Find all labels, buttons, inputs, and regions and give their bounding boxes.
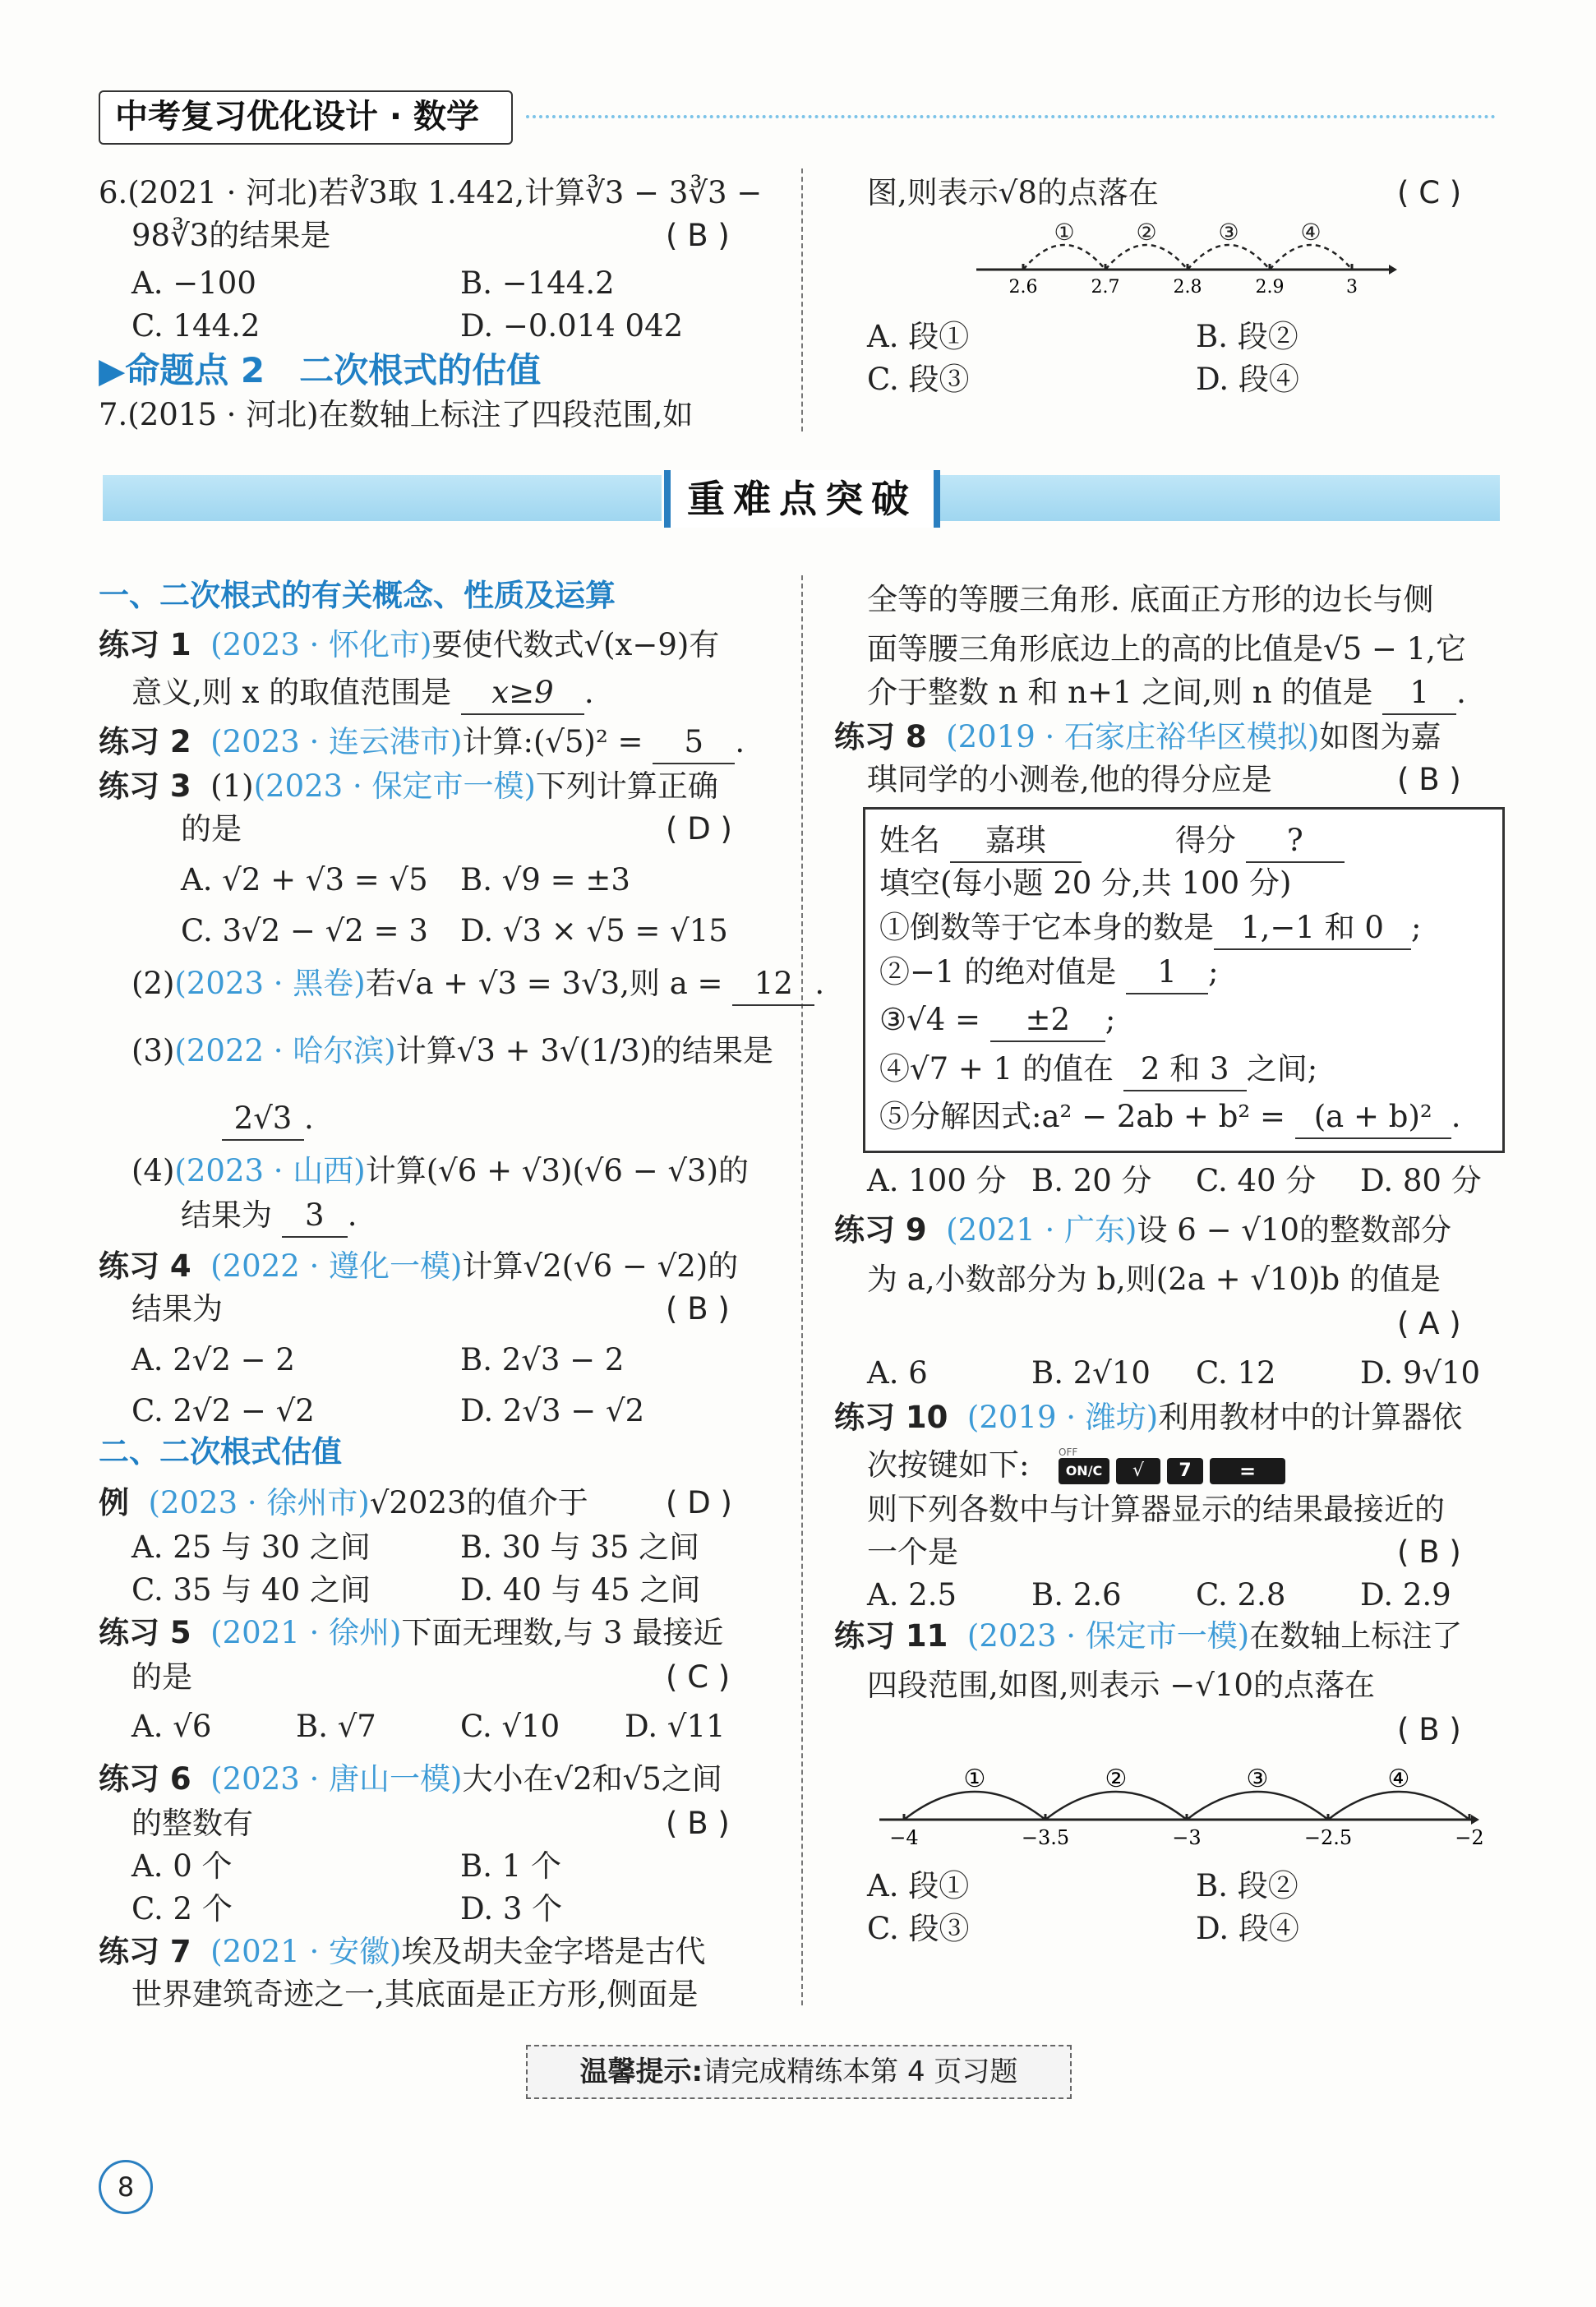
q7-option-b: B. 段② (1196, 319, 1298, 354)
p3-part2-source: (2023 · 黑卷) (174, 966, 366, 1001)
p2-line1: 计算:(√5)² = (462, 724, 643, 759)
p4-label: 练习 4 (99, 1248, 191, 1284)
p3-part1-marker: (1) (210, 768, 254, 804)
p11-segment-label: ③ (1246, 1765, 1269, 1793)
p11-segment-arc (1187, 1792, 1328, 1820)
quiz-item4-tail: 之间; (1246, 1051, 1318, 1087)
example-source: (2023 · 徐州市) (148, 1485, 370, 1520)
p10-source: (2019 · 潍坊) (966, 1400, 1159, 1435)
p7-fill: 1 (1382, 672, 1456, 715)
p10-option-c: C. 2.8 (1196, 1577, 1286, 1613)
p6-option-d: D. 3 个 (460, 1891, 563, 1926)
p8-source: (2019 · 石家庄裕华区模拟) (946, 719, 1320, 754)
p9-label: 练习 9 (834, 1212, 927, 1248)
quiz-item5: ⑤分解因式:a² − 2ab + b² = (879, 1099, 1285, 1134)
q7-tick-label: 2.8 (1173, 277, 1202, 298)
p10-option-a: A. 2.5 (867, 1577, 957, 1613)
p2-fill: 5 (653, 722, 735, 764)
q7-answer: ( C ) (1397, 175, 1462, 210)
quiz-item1-fill: 1,−1 和 0 (1214, 907, 1411, 950)
p2-label: 练习 2 (99, 724, 191, 759)
p11-segment-label: ④ (1387, 1765, 1410, 1793)
p4-answer: ( B ) (666, 1291, 730, 1327)
banner-left (103, 475, 662, 521)
p11-segment-arc (1328, 1792, 1469, 1820)
p11-answer: ( B ) (1397, 1712, 1461, 1747)
p3-part4-text: 计算(√6 + √3)(√6 − √3)的 (365, 1153, 750, 1188)
quiz-item5-fill: (a + b)² (1295, 1096, 1451, 1139)
p4-option-d: D. 2√3 − √2 (460, 1393, 645, 1428)
p11-label: 练习 11 (834, 1618, 948, 1654)
q7-option-d: D. 段④ (1196, 362, 1299, 397)
quiz-item2-fill: 1 (1126, 952, 1208, 994)
quiz-item4-fill: 2 和 3 (1123, 1049, 1247, 1091)
p6-line2: 的整数有 (131, 1806, 253, 1841)
p4-option-c: C. 2√2 − √2 (131, 1393, 315, 1428)
example-option-a: A. 25 与 30 之间 (131, 1530, 371, 1565)
p9-line1: 设 6 − √10的整数部分 (1137, 1212, 1451, 1248)
calc-key-equals: = (1210, 1458, 1285, 1484)
q7-segment-label: ② (1136, 219, 1157, 246)
q6-option-c: C. 144.2 (131, 308, 261, 344)
calc-key-onc: ON/C (1059, 1458, 1109, 1484)
p5-source: (2021 · 徐州) (210, 1615, 402, 1650)
header-dotted-rule (526, 115, 1496, 118)
calc-key-off-note: OFF (1059, 1446, 1078, 1458)
p3-part4-fill: 3 (282, 1195, 348, 1238)
q7-tick-label: 2.9 (1255, 277, 1285, 298)
q7-option-c: C. 段③ (867, 362, 970, 397)
q6-line2: 98∛3的结果是 (131, 218, 331, 253)
p4-line2: 结果为 (131, 1291, 223, 1327)
p9-answer: ( A ) (1397, 1306, 1461, 1341)
q7-number-line (970, 212, 1397, 309)
p1-line1: 要使代数式√(x−9)有 (431, 627, 720, 662)
p9-option-b: B. 2√10 (1031, 1355, 1151, 1391)
p7-label: 练习 7 (99, 1934, 191, 1969)
p9-source: (2021 · 广东) (946, 1212, 1137, 1248)
p7-line1: 埃及胡夫金字塔是古代 (401, 1934, 706, 1969)
p7-line2: 世界建筑奇迹之一,其底面是正方形,侧面是 (131, 1977, 699, 2012)
q7-segment-arc (1188, 245, 1270, 270)
p10-line3: 则下列各数中与计算器显示的结果最接近的 (867, 1492, 1445, 1527)
q7-segment-arc (1270, 245, 1352, 270)
q7-axis-arrow (1389, 265, 1397, 275)
q6-line1: 6.(2021 · 河北)若∛3取 1.442,计算∛3 − 3∛3 − (99, 175, 763, 210)
p11-tick-label: −2 (1455, 1826, 1484, 1849)
p11-option-d: D. 段④ (1196, 1911, 1299, 1946)
p10-option-d: D. 2.9 (1360, 1577, 1451, 1613)
p11-segment-label: ① (963, 1765, 986, 1793)
p5-option-d: D. √11 (625, 1709, 726, 1744)
p1-label: 练习 1 (99, 627, 191, 662)
p5-answer: ( C ) (666, 1659, 731, 1695)
q6-answer: ( B ) (666, 218, 730, 253)
p4-source: (2022 · 遵化一模) (210, 1248, 463, 1284)
p5-label: 练习 5 (99, 1615, 191, 1650)
example-option-b: B. 30 与 35 之间 (460, 1530, 700, 1565)
q7-option-a: A. 段① (867, 319, 970, 354)
header-title: 中考复习优化设计 · 数学 (115, 98, 480, 136)
page: 中考复习优化设计 · 数学 6.(2021 · 河北)若∛3取 1.442,计算∛3 − 3∛3 − 98∛3的结果是 ( B ) A. −100 B. −144.2 C. 144.2 D. −0.014 042 ▶命题点 2 二次根式的估值 7.(2015 · 河北)在数轴上标注了四段范围,如 图,则表示√8的点落在 ( C ) 2.6 2.7 2.8 2.9 3 ① ② ③ ④ A. 段① B. 段② C. 段③ D. 段④ 重难点突破 一、二次根式的有关概念、性质及运算 练习 1 (2023 · 怀化市)要使代数式√(x−9)有 意义,则 x 的取值范围是 x≥9 . 练习 2 (2023 · 连云港市)计算:(√5)² = 5 . 练习 3 (1)(2023 · 保定市一模)下列计算正确 的是 ( D ) A. √2 + √3 = √5 B. √9 = ±3 C. 3√2 − √2 = 3 D. √3 × √5 = √15 (2)(2023 · 黑卷)若√a + √3 = 3√3,则 a = 12 . (3)(2022 · 哈尔滨)计算√3 + 3√(1/3)的结果是 2√3 . (4)(2023 · 山西)计算(√6 + √3)(√6 − √3)的 结果为 3 . 练习 4 (2022 · 遵化一模)计算√2(√6 − √2)的 结果为 ( B ) A. 2√2 − 2 B. 2√3 − 2 C. 2√2 − √2 D. 2√3 − √2 二、二次根式估值 例 (2023 · 徐州市)√2023的值介于 ( D ) A. 25 与 30 之间 B. 30 与 35 之间 C. 35 与 40 之间 D. 40 与 45 之间 练习 5 (2021 · 徐州)下面无理数,与 3 最接近 的是 ( C ) A. √6 B. √7 C. √10 D. √11 练习 6 (2023 · 唐山一模)大小在√2和√5之间 的整数有 ( B ) A. 0 个 B. 1 个 C. 2 个 D. 3 个 练习 7 (2021 · 安徽)埃及胡夫金字塔是古代 世界建筑奇迹之一,其底面是正方形,侧面是 全等的等腰三角形. 底面正方形的边长与侧 面等腰三角形底边上的高的比值是√5 − 1,它 介于整数 n 和 n+1 之间,则 n 的值是 1 . 练习 8 (2019 · 石家庄裕华区模拟)如图为嘉 琪同学的小测卷,他的得分应是 ( B ) 姓名 嘉琪 得分 ? 填空(每小题 20 分,共 100 分) ①倒数等于它本身的数是 1,−1 和 0 ; ②−1 的绝对值是 1 ; ③√4 = ±2 ; ④√7 + 1 的值在 2 和 3 之间; ⑤分解因式:a² − 2ab + b² = (a + b)² . A. 100 分 B. 20 分 C. 40 分 D. 80 分 练习 9 (2021 · 广东)设 6 − √10的整数部分 为 a,小数部分为 b,则(2a + √10)b 的值是 ( A ) A. 6 B. 2√10 C. 12 D. 9√10 练习 10 (2019 · 潍坊)利用教材中的计算器依 次按键如下: OFF ON/C √ 7 = 则下列各数中与计算器显示的结果最接近的 一个是 ( B ) A. 2.5 B. 2.6 C. 2.8 D. 2.9 练习 11 (2023 · 保定市一模)在数轴上标注了 四段范围,如图,则表示 −√10的点落在 ( B ) −4 −3.5 −3 −2.5 −2 ① ② ③ ④ A. 段① B. 段② C. 段③ D. 段④ 温馨提示:请完成精练本第 4 页习题 8 (0, 0, 1596, 2307)
quiz-score-label: 得分 (1175, 823, 1236, 858)
p4-option-a: A. 2√2 − 2 (131, 1342, 295, 1377)
p2-source: (2023 · 连云港市) (210, 724, 463, 759)
q7-segment-arc (1023, 245, 1105, 270)
p11-source: (2023 · 保定市一模) (966, 1618, 1250, 1654)
p3-part3-source: (2022 · 哈尔滨) (174, 1033, 396, 1068)
example-label: 例 (99, 1485, 129, 1520)
p8-option-d: D. 80 分 (1360, 1163, 1482, 1198)
p3-part4-line2: 结果为 (181, 1197, 272, 1233)
q7-segment-label: ① (1054, 219, 1075, 246)
p7-cont-line2: 面等腰三角形底边上的高的比值是√5 − 1,它 (867, 631, 1466, 667)
p11-segment-label: ② (1105, 1765, 1128, 1793)
p8-label: 练习 8 (834, 719, 927, 754)
q7-segment-label: ④ (1300, 219, 1322, 246)
p11-segment-arc (904, 1792, 1045, 1820)
footer-tip-label: 温馨提示: (579, 2056, 703, 2088)
example-answer: ( D ) (666, 1485, 732, 1520)
p11-axis-arrow (1471, 1815, 1479, 1825)
q7-tick-label: 2.7 (1091, 277, 1120, 298)
example-option-d: D. 40 与 45 之间 (460, 1572, 701, 1608)
footer-tip-text: 请完成精练本第 4 页习题 (703, 2056, 1018, 2088)
p3-part3-text: 计算√3 + 3√(1/3)的结果是 (395, 1033, 773, 1068)
p11-line2: 四段范围,如图,则表示 −√10的点落在 (867, 1668, 1375, 1703)
p10-answer: ( B ) (1397, 1534, 1461, 1570)
footer-tip (526, 2045, 1072, 2099)
p9-option-c: C. 12 (1196, 1355, 1276, 1391)
p11-segment-arc (1045, 1792, 1187, 1820)
p3-part2-fill: 12 (732, 963, 814, 1006)
example-line1: √2023的值介于 (369, 1485, 588, 1520)
p3-option-b: B. √9 = ±3 (460, 862, 630, 897)
p11-tick-label: −3.5 (1021, 1826, 1070, 1849)
banner-right (933, 475, 1500, 521)
p11-line1: 在数轴上标注了 (1249, 1618, 1463, 1654)
calc-key-sqrt: √ (1116, 1458, 1160, 1484)
column-divider-main (801, 575, 803, 2005)
p5-option-a: A. √6 (131, 1709, 212, 1744)
p3-label: 练习 3 (99, 768, 191, 804)
column-divider-top (801, 168, 803, 431)
quiz-name: 嘉琪 (950, 820, 1082, 863)
p11-option-c: C. 段③ (867, 1911, 970, 1946)
q6-option-d: D. −0.014 042 (460, 308, 684, 344)
p4-option-b: B. 2√3 − 2 (460, 1342, 625, 1377)
p8-answer: ( B ) (1397, 762, 1461, 797)
q7-tick-label: 2.6 (1008, 277, 1038, 298)
banner-title: 重难点突破 (664, 470, 940, 528)
q7-segment-arc (1105, 245, 1188, 270)
p8-line2: 琪同学的小测卷,他的得分应是 (867, 762, 1272, 797)
p7-cont-line3: 介于整数 n 和 n+1 之间,则 n 的值是 (867, 675, 1373, 710)
p5-line2: 的是 (131, 1659, 192, 1695)
q7-tick-label: 3 (1346, 277, 1358, 298)
p11-number-line (871, 1752, 1484, 1859)
p3-part3-fill: 2√3 (222, 1098, 304, 1141)
p9-line2: 为 a,小数部分为 b,则(2a + √10)b 的值是 (867, 1262, 1441, 1297)
p6-line1: 大小在√2和√5之间 (462, 1761, 722, 1797)
q7-segment-label: ③ (1218, 219, 1239, 246)
q7-line1: 7.(2015 · 河北)在数轴上标注了四段范围,如 (99, 397, 694, 432)
quiz-score: ? (1246, 820, 1345, 863)
p7-source: (2021 · 安徽) (210, 1934, 402, 1969)
q6-option-b: B. −144.2 (460, 265, 615, 301)
p11-option-b: B. 段② (1196, 1868, 1298, 1903)
quiz-item2: ②−1 的绝对值是 (879, 954, 1117, 990)
quiz-item1: ①倒数等于它本身的数是 (879, 910, 1214, 945)
p3-part3-marker: (3) (131, 1033, 175, 1068)
p6-source: (2023 · 唐山一模) (210, 1761, 463, 1797)
p8-line1: 如图为嘉 (1319, 719, 1441, 754)
p8-option-a: A. 100 分 (867, 1163, 1007, 1198)
quiz-item3: ③√4 = (879, 1002, 981, 1037)
quiz-intro: 填空(每小题 20 分,共 100 分) (879, 865, 1292, 901)
p11-option-a: A. 段① (867, 1868, 970, 1903)
q7-line2: 图,则表示√8的点落在 (867, 175, 1159, 210)
p6-option-b: B. 1 个 (460, 1848, 562, 1884)
p11-tick-label: −3 (1172, 1826, 1202, 1849)
p3-line1: 下列计算正确 (535, 768, 718, 804)
p3-part2-marker: (2) (131, 966, 175, 1001)
p10-line1: 利用教材中的计算器依 (1158, 1400, 1463, 1435)
p3-line2: 的是 (181, 811, 242, 847)
p1-source: (2023 · 怀化市) (210, 627, 432, 662)
p5-line1: 下面无理数,与 3 最接近 (401, 1615, 724, 1650)
p6-label: 练习 6 (99, 1761, 191, 1797)
p5-option-c: C. √10 (460, 1709, 560, 1744)
p8-option-c: C. 40 分 (1196, 1163, 1317, 1198)
calc-key-7: 7 (1167, 1458, 1203, 1484)
p9-option-a: A. 6 (867, 1355, 928, 1391)
p7-cont-line1: 全等的等腰三角形. 底面正方形的边长与侧 (867, 582, 1434, 617)
p6-option-c: C. 2 个 (131, 1891, 233, 1926)
p6-answer: ( B ) (666, 1806, 730, 1841)
p9-option-d: D. 9√10 (1360, 1355, 1481, 1391)
section1-heading: 一、二次根式的有关概念、性质及运算 (99, 578, 616, 613)
p8-option-b: B. 20 分 (1031, 1163, 1152, 1198)
p4-line1: 计算√2(√6 − √2)的 (462, 1248, 739, 1284)
p6-option-a: A. 0 个 (131, 1848, 233, 1884)
quiz-item3-fill: ±2 (990, 999, 1105, 1042)
p3-part2-text: 若√a + √3 = 3√3,则 a = (365, 966, 723, 1001)
section2-heading: 二、二次根式估值 (99, 1434, 342, 1470)
page-number: 8 (99, 2160, 153, 2214)
section-title-estimate: ▶命题点 2 二次根式的估值 (99, 350, 542, 390)
example-option-c: C. 35 与 40 之间 (131, 1572, 371, 1608)
quiz-item4: ④√7 + 1 的值在 (879, 1051, 1114, 1087)
p10-option-b: B. 2.6 (1031, 1577, 1122, 1613)
p10-line4: 一个是 (867, 1534, 958, 1570)
quiz-name-label: 姓名 (879, 823, 940, 858)
p5-option-b: B. √7 (296, 1709, 376, 1744)
p10-label: 练习 10 (834, 1400, 948, 1435)
p11-tick-label: −4 (889, 1826, 919, 1849)
p3-part4-marker: (4) (131, 1153, 175, 1188)
p1-fill: x≥9 (461, 672, 584, 715)
q6-option-a: A. −100 (131, 265, 256, 301)
p3-option-c: C. 3√2 − √2 = 3 (181, 913, 428, 948)
p10-line2: 次按键如下: (867, 1447, 1030, 1483)
p3-part4-source: (2023 · 山西) (174, 1153, 366, 1188)
p11-tick-label: −2.5 (1303, 1826, 1353, 1849)
p3-option-d: D. √3 × √5 = √15 (460, 913, 728, 948)
p3-answer: ( D ) (666, 811, 732, 847)
p1-line2: 意义,则 x 的取值范围是 (131, 675, 452, 710)
p3-source: (2023 · 保定市一模) (253, 768, 536, 804)
p3-option-a: A. √2 + √3 = √5 (181, 862, 428, 897)
